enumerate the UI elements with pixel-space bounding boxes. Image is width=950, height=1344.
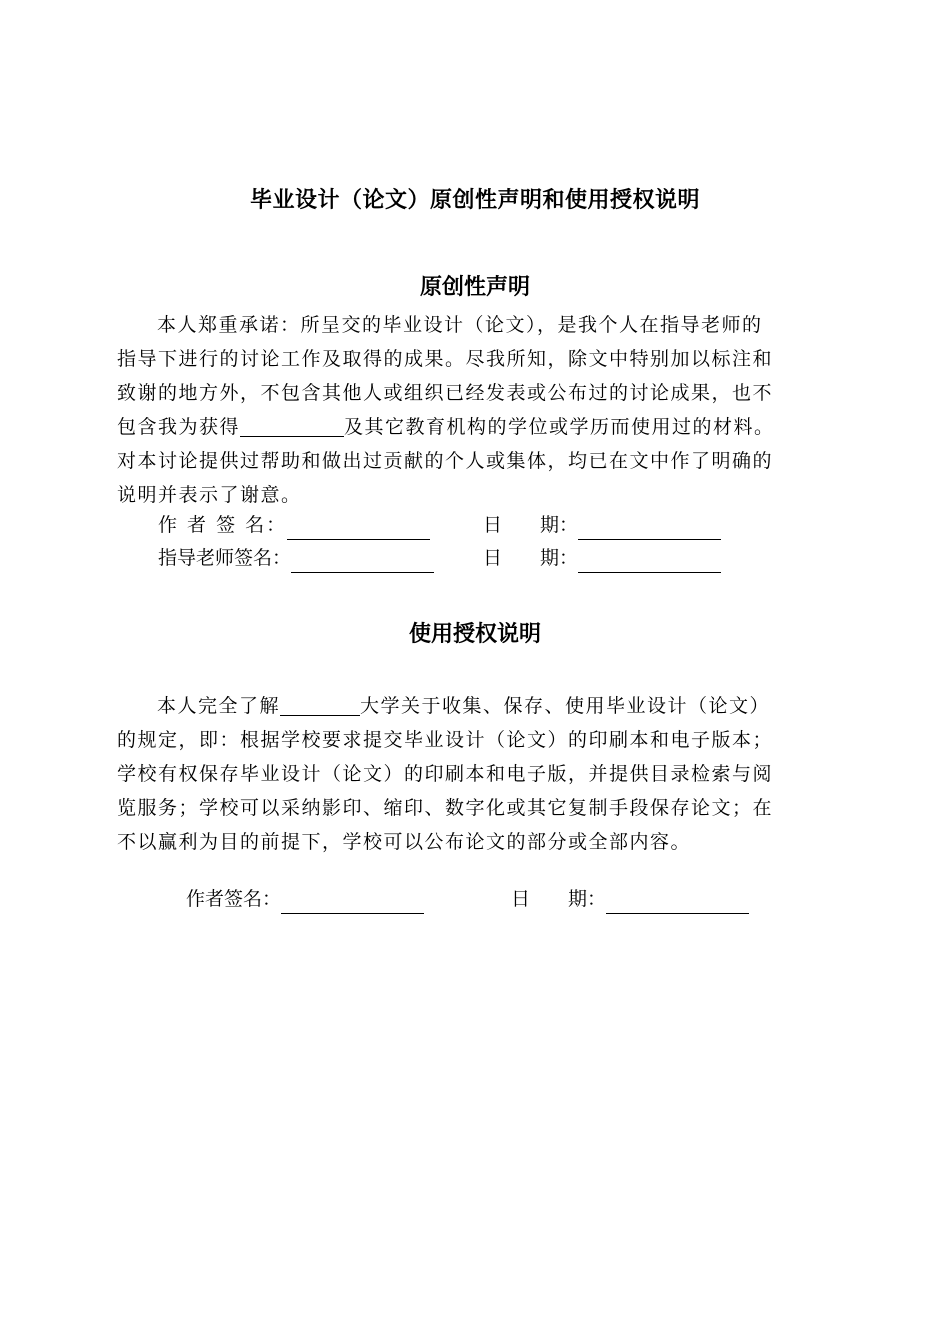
authorization-date-row bbox=[511, 884, 749, 914]
author-signature-row bbox=[158, 510, 430, 540]
advisor-signature-line[interactable] bbox=[291, 550, 434, 573]
statement-line: 学校有权保存毕业设计（论文）的印刷本和电子版，并提供目录检索与阅 bbox=[117, 763, 774, 785]
advisor-signature-label: 指导老师签名： bbox=[158, 547, 292, 569]
statement-line: 本人郑重承诺：所呈交的毕业设计（论文），是我个人在指导老师的 bbox=[157, 314, 763, 336]
author-date-line[interactable] bbox=[578, 517, 721, 540]
statement-line: 的规定，即：根据学校要求提交毕业设计（论文）的印刷本和电子版本； bbox=[117, 729, 774, 751]
statement-line: 览服务；学校可以采纳影印、缩印、数字化或其它复制手段保存论文；在 bbox=[117, 797, 774, 819]
document-title: 毕业设计（论文）原创性声明和使用授权说明 bbox=[249, 188, 700, 213]
author-date-row bbox=[483, 510, 721, 540]
author-signature-label: 作 者 签 名： bbox=[158, 514, 288, 536]
statement-line: 不以赢利为目的前提下，学校可以公布论文的部分或全部内容。 bbox=[117, 831, 692, 853]
statement-line-part: 本人完全了解 bbox=[157, 695, 281, 717]
statement-line-part: 及其它教育机构的学位或学历而使用过的材料。 bbox=[344, 416, 775, 438]
statement-line bbox=[117, 689, 835, 723]
statement-line: 说明并表示了谢意。 bbox=[117, 484, 302, 506]
statement-line-part: 大学关于收集、保存、使用毕业设计（论文） bbox=[360, 695, 771, 717]
university-name-blank[interactable] bbox=[280, 693, 360, 716]
authorization-author-label: 作者签名： bbox=[186, 888, 282, 910]
date-label: 日 期： bbox=[511, 888, 607, 910]
statement-line: 对本讨论提供过帮助和做出过贡献的个人或集体，均已在文中作了明确的 bbox=[117, 450, 774, 472]
date-label: 日 期： bbox=[483, 547, 579, 569]
originality-statement bbox=[117, 308, 835, 512]
advisor-date-line[interactable] bbox=[578, 550, 721, 573]
authorization-date-line[interactable] bbox=[606, 891, 749, 914]
statement-line bbox=[117, 410, 835, 444]
authorization-author-signature-row bbox=[186, 884, 424, 914]
advisor-signature-row bbox=[158, 543, 434, 573]
authorization-statement bbox=[117, 689, 835, 859]
date-label: 日 期： bbox=[483, 514, 579, 536]
statement-line: 指导下进行的讨论工作及取得的成果。尽我所知，除文中特别加以标注和 bbox=[117, 348, 774, 370]
authorization-author-signature-line[interactable] bbox=[281, 891, 424, 914]
statement-line-part: 包含我为获得 bbox=[117, 416, 241, 438]
statement-line: 致谢的地方外，不包含其他人或组织已经发表或公布过的讨论成果，也不 bbox=[117, 382, 774, 404]
advisor-date-row bbox=[483, 543, 721, 573]
authorization-section-title: 使用授权说明 bbox=[408, 622, 541, 647]
originality-section-title: 原创性声明 bbox=[419, 275, 530, 300]
degree-institution-blank[interactable] bbox=[240, 414, 344, 437]
author-signature-line[interactable] bbox=[287, 517, 430, 540]
